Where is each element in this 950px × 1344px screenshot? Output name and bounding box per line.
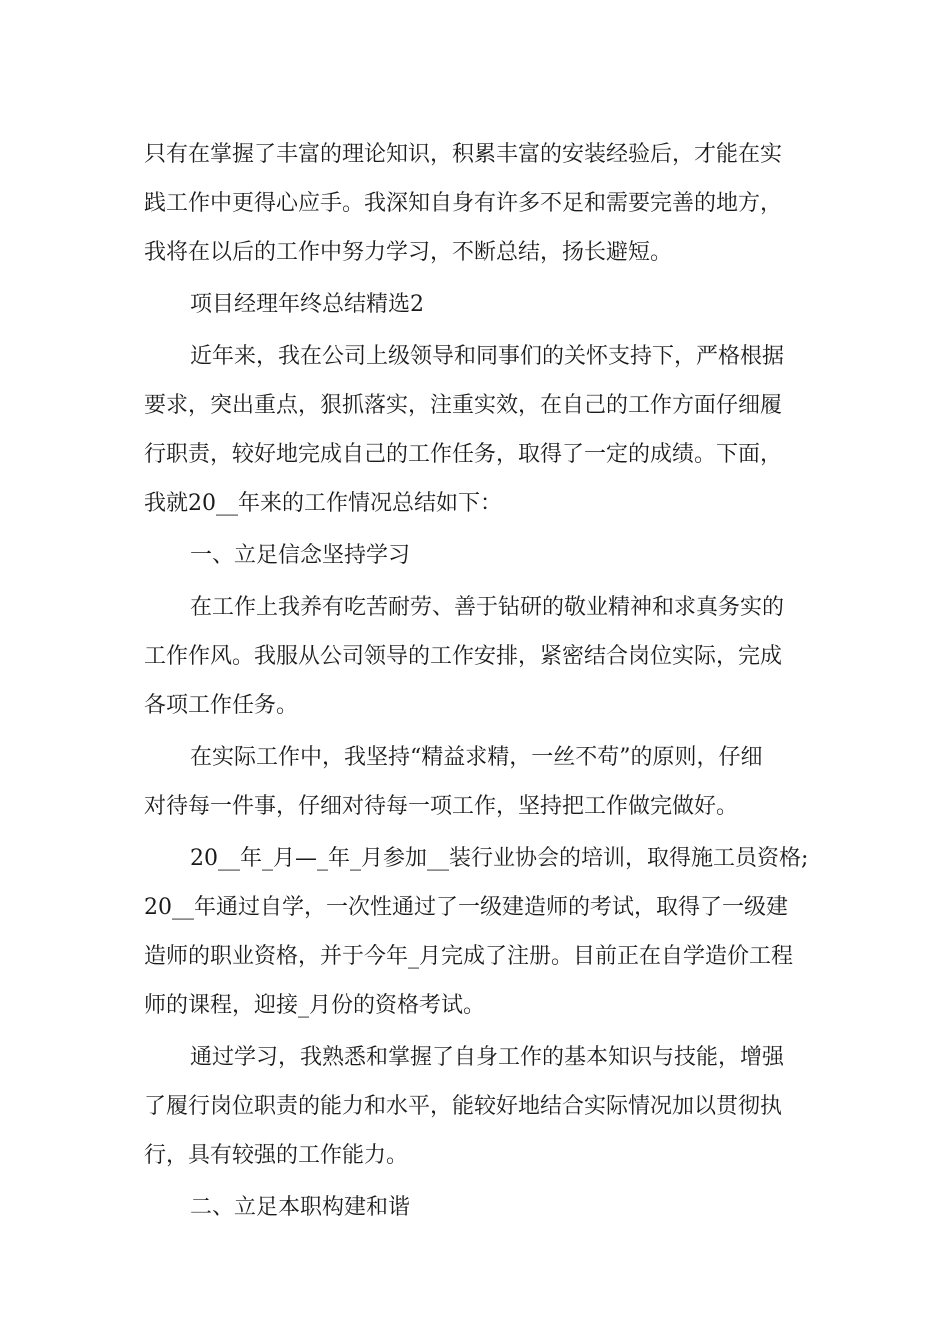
text-line: 行职责，较好地完成自己的工作任务，取得了一定的成绩。下面， bbox=[144, 442, 783, 467]
text-line: 行，具有较强的工作能力。 bbox=[144, 1143, 409, 1168]
text-line: 在实际工作中，我坚持“精益求精，一丝不苟”的原则，仔细 bbox=[190, 745, 763, 770]
text-line: 要求，突出重点，狠抓落实，注重实效，在自己的工作方面仔细履 bbox=[144, 393, 783, 418]
document-body bbox=[144, 130, 816, 1232]
text-line: 各项工作任务。 bbox=[144, 693, 299, 718]
text-line: 践工作中更得心应手。我深知自身有许多不足和需要完善的地方， bbox=[144, 191, 783, 216]
text-line: 我将在以后的工作中努力学习，不断总结，扬长避短。 bbox=[144, 240, 673, 265]
text-line: 工作作风。我服从公司领导的工作安排，紧密结合岗位实际，完成 bbox=[144, 644, 783, 669]
text-line: 20__年_月—_年_月参加__装行业协会的培训，取得施工员资格; bbox=[190, 846, 809, 871]
section-heading: 一、立足信念坚持学习 bbox=[190, 543, 411, 568]
text-line: 近年来，我在公司上级领导和同事们的关怀支持下，严格根据 bbox=[190, 344, 785, 369]
text-line: 只有在掌握了丰富的理论知识，积累丰富的安装经验后，才能在实 bbox=[144, 142, 783, 167]
section-heading: 二、立足本职构建和谐 bbox=[190, 1195, 411, 1220]
section-title: 项目经理年终总结精选2 bbox=[190, 292, 424, 317]
text-line: 在工作上我养有吃苦耐劳、善于钻研的敬业精神和求真务实的 bbox=[190, 595, 785, 620]
text-line: 对待每一件事，仔细对待每一项工作，坚持把工作做完做好。 bbox=[144, 794, 739, 819]
text-line: 我就20__年来的工作情况总结如下： bbox=[144, 491, 502, 516]
text-line: 20__年通过自学，一次性通过了一级建造师的考试，取得了一级建 bbox=[144, 895, 788, 920]
text-line: 师的课程，迎接_月份的资格考试。 bbox=[144, 993, 486, 1018]
text-line: 了履行岗位职责的能力和水平，能较好地结合实际情况加以贯彻执 bbox=[144, 1094, 783, 1119]
text-line: 通过学习，我熟悉和掌握了自身工作的基本知识与技能，增强 bbox=[190, 1045, 785, 1070]
text-line: 造师的职业资格，并于今年_月完成了注册。目前正在自学造价工程 bbox=[144, 944, 794, 969]
